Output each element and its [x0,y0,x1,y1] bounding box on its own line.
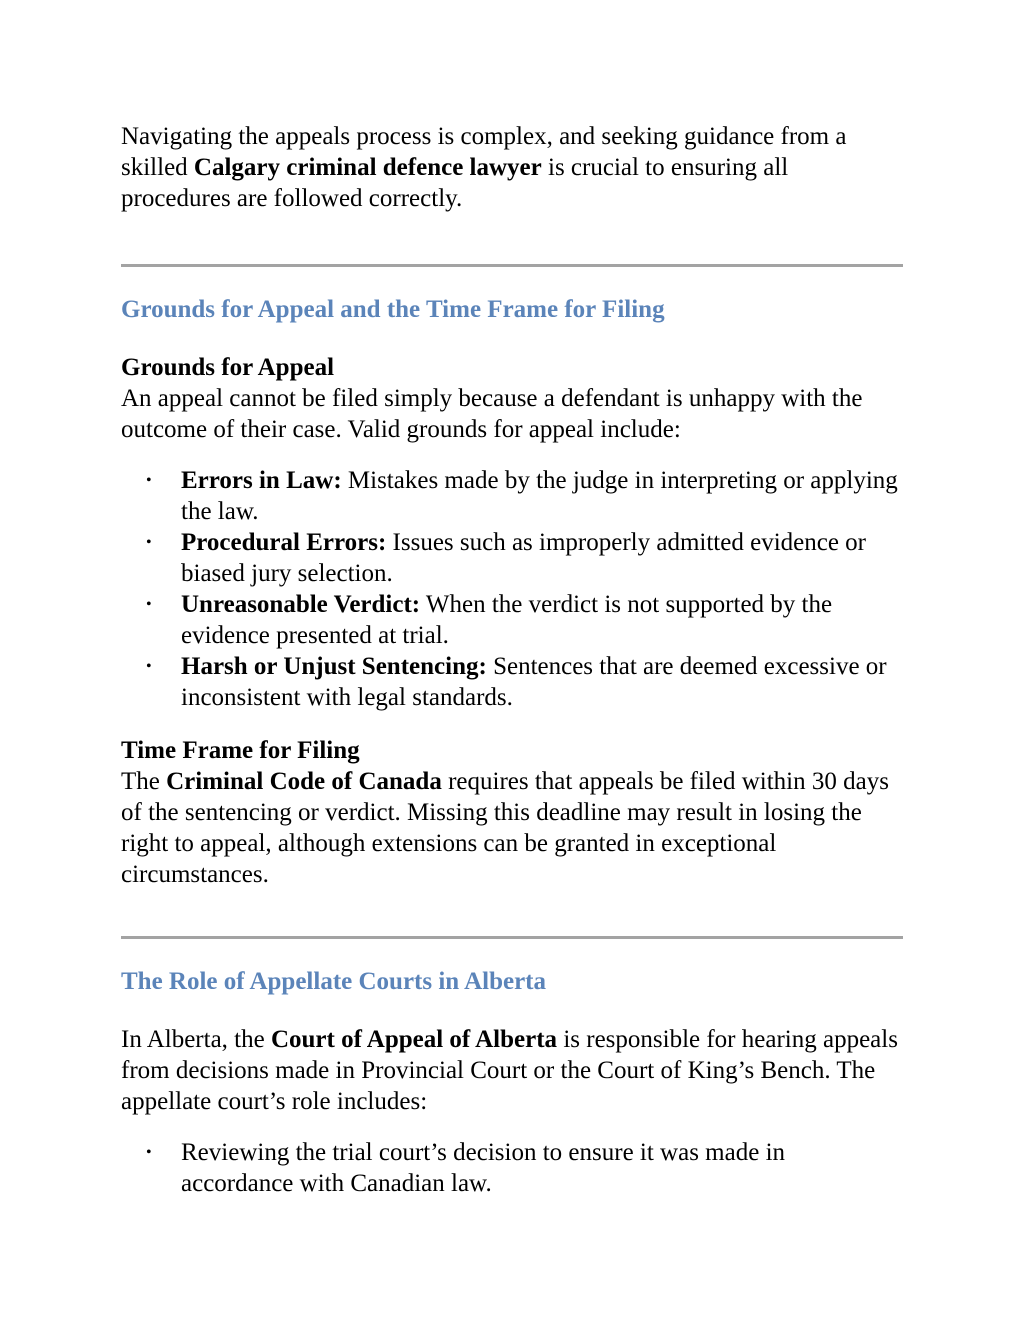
grounds-paragraph: An appeal cannot be filed simply because a defendant is unhappy with the outcome of their case. Valid grounds for appeal include: [121,385,863,443]
intro-text-after: is crucial to ensuring all procedures are followed correctly. [121,154,789,212]
timeframe-block [121,735,903,890]
timeframe-subheading: Time Frame for Filing [121,737,360,764]
grounds-block [121,352,903,713]
intro-text-before: Navigating the appeals process is complex, and seeking guidance from a skilled [121,123,847,181]
section-heading-grounds: Grounds for Appeal and the Time Frame for Filing [121,296,665,323]
appellate-list [121,1137,903,1199]
bullet-icon: • [146,1144,152,1161]
appellate-paragraph: In Alberta, the Court of Appeal of Alberta is responsible for hearing appeals from decisions made in Provincial Court or the Court of King’s Bench. The appellate court’s role includes: [121,1026,898,1115]
list-item: • Errors in Law: Mistakes made by the judge in interpreting or applying the law. [146,467,898,525]
list-item: • Reviewing the trial court’s decision to ensure it was made in accordance with Canadian law. [146,1139,786,1197]
criminal-code-bold: Criminal Code of Canada [166,768,442,795]
bullet-icon: • [146,534,152,551]
court-of-appeal-bold: Court of Appeal of Alberta [270,1026,558,1053]
list-item: • Unreasonable Verdict: When the verdict is not supported by the evidence presented at trial. [146,591,833,649]
timeframe-paragraph: The Criminal Code of Canada requires that appeals be filed within 30 days of the sentencing or verdict. Missing this deadline may result in losing the right to appeal, although extensions can be granted in exceptional circumstances. [121,768,889,888]
grounds-list [121,465,903,713]
document-page [121,121,903,1199]
horizontal-rule [121,264,903,267]
intro-bold-phrase: Calgary criminal defence lawyer [193,154,542,181]
grounds-subheading: Grounds for Appeal [121,354,335,381]
section-heading-appellate: The Role of Appellate Courts in Alberta [121,968,546,995]
bullet-icon: • [146,596,152,613]
bullet-icon: • [146,658,152,675]
list-item: • Harsh or Unjust Sentencing: Sentences that are deemed excessive or inconsistent with legal standards. [146,653,887,711]
bullet-icon: • [146,472,152,489]
list-item: • Procedural Errors: Issues such as improperly admitted evidence or biased jury selection. [146,529,867,587]
intro-paragraph [121,121,903,214]
horizontal-rule [121,936,903,939]
appellate-block [121,1024,903,1199]
